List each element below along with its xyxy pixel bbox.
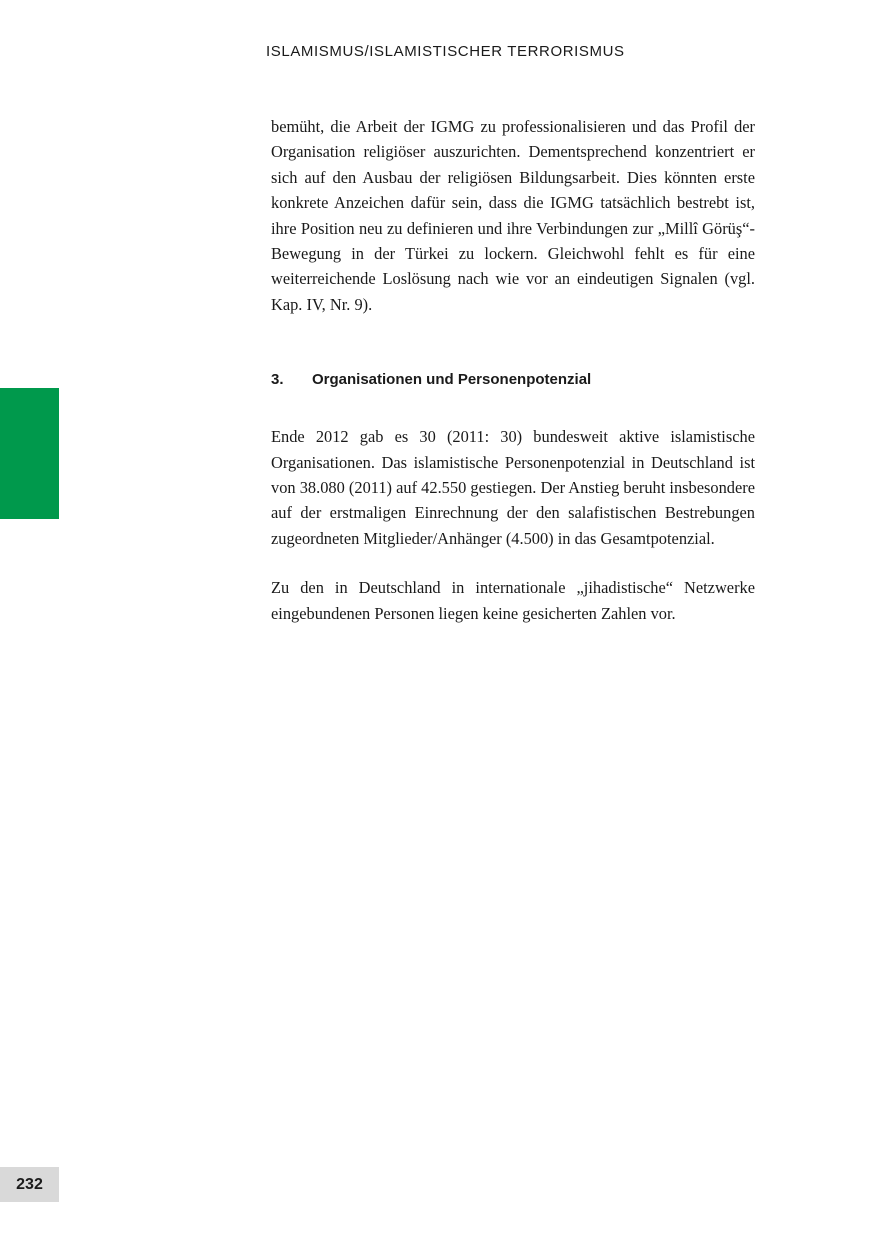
paragraph-organisations: Ende 2012 gab es 30 (2011: 30) bundesweit aktive islamistische Organisationen. Das islamistische Personenpotenzial in Deutschland ist von 38.080 (2011) auf 42.550 gestiegen. Der Anstieg beruht insbesondere auf der erstmaligen Einrechnung der den salafistischen Bestrebungen zugeordneten Mitglieder/Anhänger (4.500) in das Gesamtpotenzial. [271, 427, 755, 548]
section-number: 3. [271, 371, 284, 389]
section-heading [271, 367, 755, 392]
running-header: ISLAMISMUS/ISLAMISTISCHER TERRORISMUS [266, 43, 625, 60]
paragraph-jihadist-networks: Zu den in Deutschland in internationale „jihadistische“ Netzwerke eingebundenen Personen liegen keine gesicherten Zahlen vor. [271, 578, 755, 623]
page-number: 232 [0, 1167, 59, 1202]
chapter-color-tab [0, 388, 59, 519]
page-body [271, 114, 755, 626]
paragraph-igmg: bemüht, die Arbeit der IGMG zu professionalisieren und das Profil der Organisation religiöser auszurichten. Dementsprechend konzentriert er sich auf den Ausbau der religiösen Bildungsarbeit. Dies könnten erste konkrete Anzeichen dafür sein, dass die IGMG tatsächlich bestrebt ist, ihre Position neu zu definieren und ihre Verbindungen zur „Millî Görüş“-Bewegung in der Türkei zu lockern. Gleichwohl fehlt es für eine weiterreichende Loslösung nach wie vor an eindeutigen Signalen (vgl. Kap. IV, Nr. 9). [271, 117, 755, 314]
section-title: Organisationen und Personenpotenzial [312, 371, 592, 389]
